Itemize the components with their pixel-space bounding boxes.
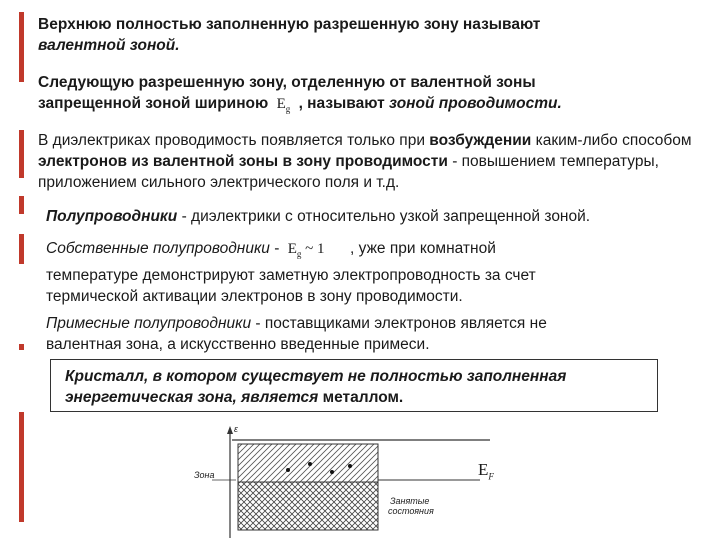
electron-dot xyxy=(286,468,290,472)
p5-a: Собственные полупроводники xyxy=(46,240,270,257)
p1-line1: Верхнюю полностью заполненную разрешенную зону называют xyxy=(38,16,541,33)
accent-bar-left-2 xyxy=(19,196,24,214)
band-diagram xyxy=(190,418,520,540)
accent-bar-left-3 xyxy=(19,234,24,264)
p5-line3: термической активации электронов в зону проводимости. xyxy=(46,288,463,305)
p4-a: Полупроводники xyxy=(46,208,178,225)
accent-bar-top xyxy=(19,12,24,82)
p3-b: возбуждении xyxy=(429,132,532,149)
p1-line2: валентной зоной. xyxy=(38,37,180,54)
accent-bar-left-1 xyxy=(19,130,24,178)
p2-line2a: запрещенной зоной шириною xyxy=(38,95,269,112)
p2-line1: Следующую разрешенную зону, отделенную от валентной зоны xyxy=(38,74,536,91)
p3-d: электронов из валентной зоны в зону проводимости xyxy=(38,153,448,170)
p2-line2b: , называют xyxy=(298,95,385,112)
p6-line2: валентная зона, а искусственно введенные примеси. xyxy=(46,336,430,353)
p3-a: В диэлектриках проводимость появляется только при xyxy=(38,132,425,149)
band-upper-region xyxy=(238,444,378,482)
formula-eg: $E_g$ xyxy=(276,96,291,114)
paragraph-intrinsic xyxy=(46,238,536,307)
p5-b: - xyxy=(274,240,280,257)
metal-definition-box xyxy=(50,359,658,412)
fermi-level-label: $E_F$ xyxy=(478,460,494,482)
band-occupied-region xyxy=(238,482,378,530)
p5-c: , уже при комнатной xyxy=(350,240,496,257)
formula-eg-1: $E_g$ ~ 1 xyxy=(287,241,325,259)
p3-e: - повышением температуры, приложением сильного электрического поля и т.д. xyxy=(38,153,659,191)
p6-a: Примесные полупроводники xyxy=(46,315,252,332)
energy-axis-arrow xyxy=(227,426,233,434)
paragraph-dielectric xyxy=(38,130,698,193)
paragraph-semiconductors xyxy=(46,206,590,227)
metal-line1: Кристалл, в котором существует не полностью заполненная xyxy=(65,368,567,385)
p3-c: каким-либо способом xyxy=(535,132,692,149)
accent-bar-left-4 xyxy=(19,344,24,350)
occupied-label-1: Занятые xyxy=(390,496,430,506)
p5-line2: температуре демонстрируют заметную электропроводность за счет xyxy=(46,267,536,284)
p6-b: - поставщиками электронов является не xyxy=(255,315,547,332)
metal-line2a: энергетическая зона, является xyxy=(65,389,319,406)
paragraph-conduction-band xyxy=(38,72,562,120)
paragraph-impurity xyxy=(46,313,547,355)
axis-label: ε xyxy=(234,424,238,434)
accent-bar-left-5 xyxy=(19,412,24,522)
electron-dot xyxy=(308,462,312,466)
electron-dot xyxy=(330,470,334,474)
zone-label: Зона xyxy=(194,470,215,480)
p2-line2c: зоной проводимости. xyxy=(389,95,562,112)
metal-line2b: металлом. xyxy=(322,389,404,406)
paragraph-valence-band xyxy=(38,14,540,56)
p4-b: - диэлектрики с относительно узкой запрещенной зоной. xyxy=(181,208,591,225)
electron-dot xyxy=(348,464,352,468)
occupied-label-2: состояния xyxy=(388,506,434,516)
